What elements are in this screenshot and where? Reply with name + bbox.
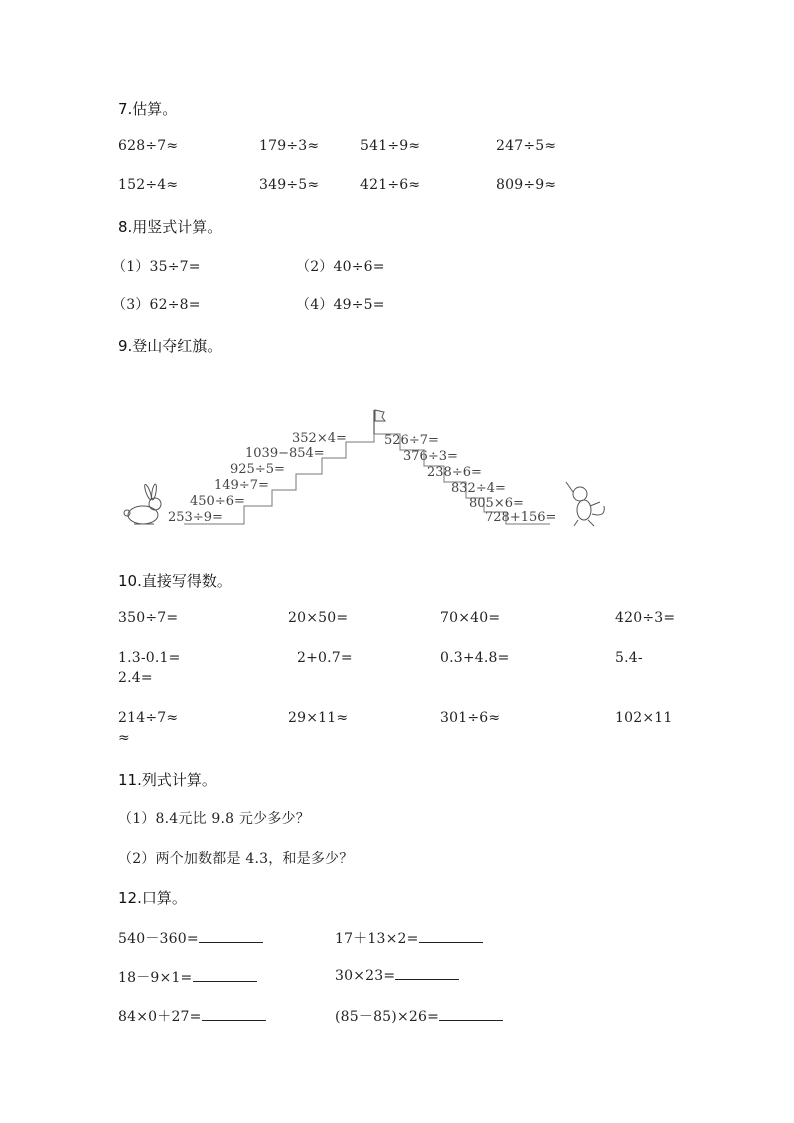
left-step-label: 352×4= bbox=[292, 431, 347, 446]
q12-item bbox=[335, 1006, 503, 1026]
q12-expression: (85－85)×26= bbox=[335, 1009, 440, 1025]
q7-item: 628÷7≈ bbox=[118, 138, 179, 154]
q10-item: 214÷7≈ bbox=[118, 710, 179, 726]
q10-item: 29×11≈ bbox=[288, 710, 349, 726]
q7-item: 152÷4≈ bbox=[118, 177, 179, 193]
left-step-label: 450÷6= bbox=[190, 494, 245, 509]
mountain-diagram bbox=[110, 400, 620, 535]
q10-item: 70×40= bbox=[440, 610, 501, 626]
red-flag-icon bbox=[375, 410, 385, 421]
q7-item: 421÷6≈ bbox=[360, 177, 421, 193]
left-step-label: 253÷9= bbox=[168, 510, 223, 525]
q10-item: 350÷7= bbox=[118, 610, 179, 626]
q10-item: 0.3+4.8= bbox=[440, 650, 510, 666]
answer-blank[interactable] bbox=[439, 1008, 503, 1021]
left-step-label: 925÷5= bbox=[230, 462, 285, 477]
q12-item bbox=[118, 967, 257, 987]
q12-item bbox=[335, 967, 459, 984]
answer-blank[interactable] bbox=[419, 930, 483, 943]
q12-expression: 84×0＋27= bbox=[118, 1009, 202, 1025]
q7-item: 247÷5≈ bbox=[496, 138, 557, 154]
q10-item-wrap: 2.4= bbox=[118, 670, 153, 686]
q12-item bbox=[335, 928, 483, 948]
right-step-label: 728+156= bbox=[485, 510, 557, 525]
q11-item: （2）两个加数都是 4.3，和是多少？ bbox=[118, 851, 354, 867]
q7-item: 179÷3≈ bbox=[259, 138, 320, 154]
q12-expression: 30×23= bbox=[335, 968, 396, 984]
q10-title: 10.直接写得数。 bbox=[118, 572, 232, 590]
q10-item: 5.4- bbox=[615, 650, 643, 666]
q7-item: 809÷9≈ bbox=[496, 177, 557, 193]
left-step-label: 1039−854= bbox=[245, 446, 325, 461]
answer-blank[interactable] bbox=[202, 1008, 266, 1021]
right-step-label: 832÷4= bbox=[451, 481, 506, 496]
q12-expression: 17＋13×2= bbox=[335, 931, 419, 947]
q10-item: 20×50= bbox=[288, 610, 349, 626]
q12-item bbox=[118, 928, 263, 948]
answer-blank[interactable] bbox=[395, 967, 459, 980]
q8-item: （1）35÷7= bbox=[112, 259, 201, 275]
q7-item: 541÷9≈ bbox=[360, 138, 421, 154]
q8-item: （4）49÷5= bbox=[296, 297, 385, 313]
q10-item-wrap: ≈ bbox=[118, 730, 130, 746]
monkey-icon bbox=[566, 482, 604, 526]
q8-title: 8.用竖式计算。 bbox=[118, 218, 223, 236]
right-step-label: 805×6= bbox=[469, 496, 524, 511]
q11-title: 11.列式计算。 bbox=[118, 771, 217, 789]
q12-expression: 18－9×1= bbox=[118, 970, 193, 986]
left-step-label: 149÷7= bbox=[214, 478, 269, 493]
answer-blank[interactable] bbox=[193, 969, 257, 982]
answer-blank[interactable] bbox=[199, 930, 263, 943]
rabbit-icon bbox=[124, 484, 161, 524]
q10-item: 301÷6≈ bbox=[440, 710, 501, 726]
q12-title: 12.口算。 bbox=[118, 889, 187, 907]
q12-expression: 540－360= bbox=[118, 931, 199, 947]
right-step-label: 238÷6= bbox=[427, 465, 482, 480]
q10-item: 1.3-0.1= bbox=[118, 650, 181, 666]
q11-item: （1）8.4元比 9.8 元少多少？ bbox=[118, 811, 310, 827]
q8-item: （3）62÷8= bbox=[112, 297, 201, 313]
q12-item bbox=[118, 1006, 266, 1026]
q7-item: 349÷5≈ bbox=[259, 177, 320, 193]
q9-title: 9.登山夺红旗。 bbox=[118, 337, 223, 355]
q10-item: 2+0.7= bbox=[297, 650, 353, 666]
q7-title: 7.估算。 bbox=[118, 100, 178, 118]
right-step-label: 376÷3= bbox=[403, 449, 458, 464]
q10-item: 420÷3= bbox=[615, 610, 676, 626]
right-step-label: 526÷7= bbox=[384, 433, 439, 448]
q10-item: 102×11 bbox=[615, 710, 673, 726]
q8-item: （2）40÷6= bbox=[296, 259, 385, 275]
